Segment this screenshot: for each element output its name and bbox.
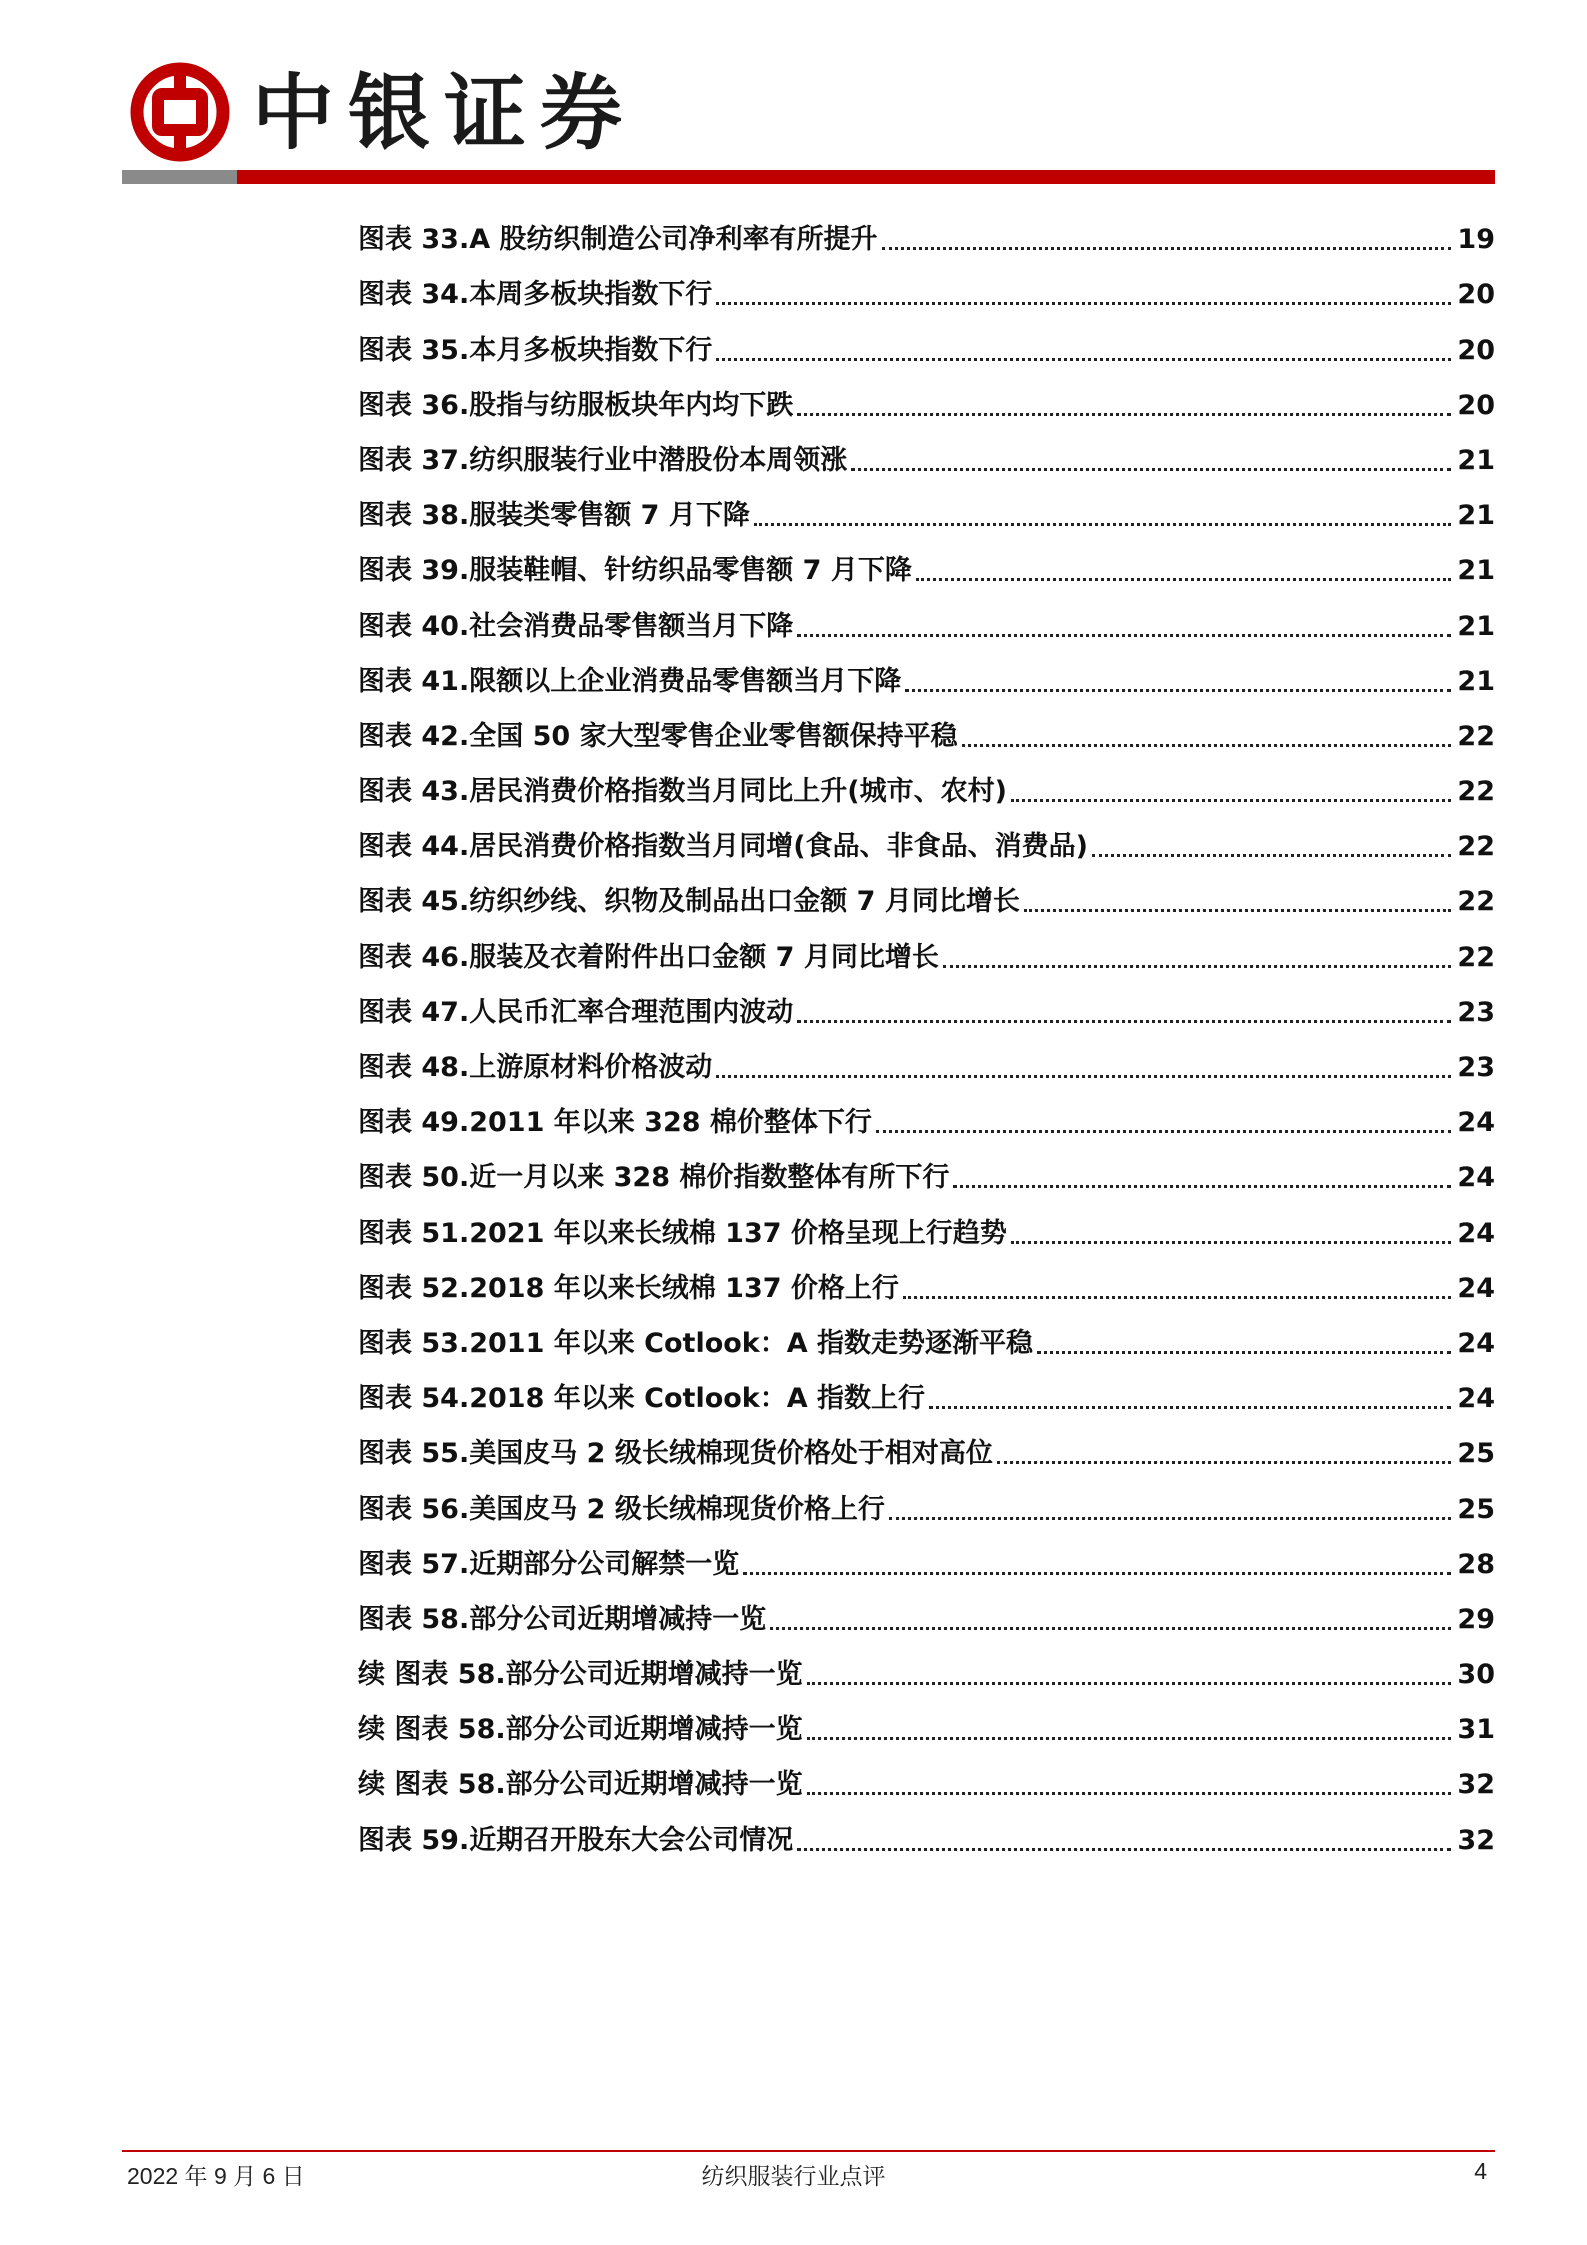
toc-entry-label: 图表 56.美国皮马 2 级长绒棉现货价格上行 [358,1493,885,1525]
toc-entry[interactable] [358,1033,1495,1088]
toc-dot-leader [1011,1241,1451,1244]
toc-dot-leader [953,1185,1451,1188]
toc-entry-label: 图表 52.2018 年以来长绒棉 137 价格上行 [358,1272,899,1304]
toc-entry-page: 22 [1457,776,1495,808]
brand-name: 中银证券 [252,65,637,161]
toc-entry-label: 图表 58.部分公司近期增减持一览 [358,1603,767,1635]
toc-dot-leader [1092,854,1451,857]
toc-entry[interactable] [358,1309,1495,1364]
toc-entry-page: 25 [1457,1438,1495,1470]
toc-entry[interactable] [358,426,1495,481]
toc-entry-label: 图表 53.2011 年以来 Cotlook：A 指数走势逐渐平稳 [358,1327,1034,1359]
toc-entry-page: 24 [1457,1107,1495,1139]
bank-of-china-logo-icon [130,62,230,162]
toc-entry[interactable] [358,757,1495,812]
toc-entry-page: 22 [1457,720,1495,752]
toc-dot-leader [962,744,1451,747]
toc-dot-leader [797,1020,1451,1023]
toc-entry-label: 图表 34.本周多板块指数下行 [358,279,713,311]
toc-entry-page: 22 [1457,941,1495,973]
toc-dot-leader [1024,909,1451,912]
toc-entry-page: 32 [1457,1769,1495,1801]
toc-entry-label: 图表 33.A 股纺织制造公司净利率有所提升 [358,224,878,256]
toc-dot-leader [797,1848,1451,1851]
toc-entry-page: 24 [1457,1162,1495,1194]
toc-entry-page: 24 [1457,1327,1495,1359]
toc-entry-label: 图表 38.服装类零售额 7 月下降 [358,500,750,532]
toc-entry[interactable] [358,1143,1495,1198]
toc-entry[interactable] [358,371,1495,426]
toc-entry-label: 图表 50.近一月以来 328 棉价指数整体有所下行 [358,1162,950,1194]
toc-entry[interactable] [358,260,1495,315]
header-rule-grey [122,170,237,184]
toc-dot-leader [716,358,1451,361]
toc-entry[interactable] [358,481,1495,536]
toc-entry[interactable] [358,591,1495,646]
toc-entry[interactable] [358,867,1495,922]
toc-dot-leader [807,1682,1451,1685]
toc-dot-leader [716,302,1451,305]
toc-dot-leader [1037,1351,1451,1354]
toc-entry[interactable] [358,1695,1495,1750]
toc-entry[interactable] [358,812,1495,867]
toc-entry[interactable] [358,1474,1495,1529]
footer-date: 2022 年 9 月 6 日 [127,2163,305,2189]
toc-entry-label: 图表 35.本月多板块指数下行 [358,334,713,366]
toc-entry-label: 图表 54.2018 年以来 Cotlook：A 指数上行 [358,1383,926,1415]
toc-dot-leader [851,468,1451,471]
toc-dot-leader [929,1406,1451,1409]
toc-entry-page: 24 [1457,1217,1495,1249]
toc-entry[interactable] [358,922,1495,977]
toc-entry-label: 图表 44.居民消费价格指数当月同增(食品、非食品、消费品) [358,831,1088,863]
toc-dot-leader [797,413,1451,416]
toc-entry[interactable] [358,1419,1495,1474]
toc-entry-label: 图表 45.纺织纱线、织物及制品出口金额 7 月同比增长 [358,886,1020,918]
table-of-figures [358,205,1495,1861]
header-rule-red [237,170,1495,184]
toc-entry-label: 图表 37.纺织服装行业中潜股份本周领涨 [358,444,848,476]
toc-entry[interactable] [358,1254,1495,1309]
toc-entry-page: 25 [1457,1493,1495,1525]
toc-entry-page: 21 [1457,665,1495,697]
toc-entry-label: 图表 59.近期召开股东大会公司情况 [358,1824,794,1856]
toc-entry[interactable] [358,205,1495,260]
toc-entry-label: 图表 46.服装及衣着附件出口金额 7 月同比增长 [358,941,939,973]
toc-dot-leader [754,523,1451,526]
toc-entry[interactable] [358,1364,1495,1419]
toc-entry-page: 20 [1457,279,1495,311]
toc-entry-label: 图表 57.近期部分公司解禁一览 [358,1548,740,1580]
toc-entry[interactable] [358,647,1495,702]
toc-dot-leader [997,1461,1451,1464]
toc-dot-leader [916,578,1451,581]
toc-entry-page: 20 [1457,334,1495,366]
toc-entry-label: 图表 40.社会消费品零售额当月下降 [358,610,794,642]
toc-entry-page: 21 [1457,444,1495,476]
toc-entry[interactable] [358,1805,1495,1860]
toc-entry-page: 23 [1457,996,1495,1028]
toc-entry-page: 24 [1457,1272,1495,1304]
toc-dot-leader [797,634,1451,637]
toc-dot-leader [770,1627,1451,1630]
toc-dot-leader [716,1075,1451,1078]
toc-entry-label: 图表 41.限额以上企业消费品零售额当月下降 [358,665,902,697]
toc-entry[interactable] [358,1198,1495,1253]
toc-dot-leader [807,1737,1451,1740]
toc-dot-leader [882,247,1451,250]
toc-entry-label: 图表 36.股指与纺服板块年内均下跌 [358,389,794,421]
toc-dot-leader [905,689,1451,692]
toc-entry-page: 19 [1457,224,1495,256]
toc-entry[interactable] [358,1585,1495,1640]
toc-dot-leader [876,1130,1451,1133]
toc-entry[interactable] [358,315,1495,370]
toc-entry[interactable] [358,978,1495,1033]
toc-entry-label: 图表 49.2011 年以来 328 棉价整体下行 [358,1107,872,1139]
toc-entry[interactable] [358,1640,1495,1695]
toc-entry-page: 29 [1457,1603,1495,1635]
toc-entry[interactable] [358,1750,1495,1805]
toc-entry-page: 21 [1457,500,1495,532]
toc-entry[interactable] [358,702,1495,757]
footer-page-number: 4 [1474,2158,1487,2184]
toc-entry-page: 23 [1457,1052,1495,1083]
toc-entry[interactable] [358,1088,1495,1143]
page-header [0,0,1587,190]
toc-dot-leader [1011,799,1451,802]
toc-entry-label: 图表 47.人民币汇率合理范围内波动 [358,996,794,1028]
toc-entry-label: 图表 39.服装鞋帽、针纺织品零售额 7 月下降 [358,555,912,587]
toc-entry[interactable] [358,536,1495,591]
toc-entry-label: 图表 43.居民消费价格指数当月同比上升(城市、农村) [358,776,1007,808]
toc-entry[interactable] [358,1530,1495,1585]
toc-dot-leader [807,1792,1451,1795]
toc-entry-label: 图表 51.2021 年以来长绒棉 137 价格呈现上行趋势 [358,1217,1007,1249]
toc-entry-page: 20 [1457,389,1495,421]
toc-entry-page: 28 [1457,1548,1495,1580]
toc-dot-leader [903,1296,1451,1299]
toc-dot-leader [743,1572,1451,1575]
toc-entry-page: 32 [1457,1824,1495,1856]
toc-entry-page: 22 [1457,886,1495,918]
toc-entry-label: 图表 42.全国 50 家大型零售企业零售额保持平稳 [358,720,958,752]
toc-entry-label: 图表 48.上游原材料价格波动 [358,1052,713,1083]
toc-entry-page: 31 [1457,1714,1495,1746]
toc-entry-label: 续 图表 58.部分公司近期增减持一览 [358,1769,803,1801]
footer-title: 纺织服装行业点评 [701,2164,886,2190]
toc-dot-leader [943,965,1451,968]
toc-entry-page: 30 [1457,1659,1495,1691]
toc-dot-leader [889,1517,1451,1520]
footer-rule [122,2150,1495,2152]
toc-entry-label: 图表 55.美国皮马 2 级长绒棉现货价格处于相对高位 [358,1438,993,1470]
toc-entry-label: 续 图表 58.部分公司近期增减持一览 [358,1714,803,1746]
toc-entry-page: 22 [1457,831,1495,863]
toc-entry-page: 21 [1457,555,1495,587]
toc-entry-page: 21 [1457,610,1495,642]
toc-entry-page: 24 [1457,1383,1495,1415]
toc-entry-label: 续 图表 58.部分公司近期增减持一览 [358,1659,803,1691]
